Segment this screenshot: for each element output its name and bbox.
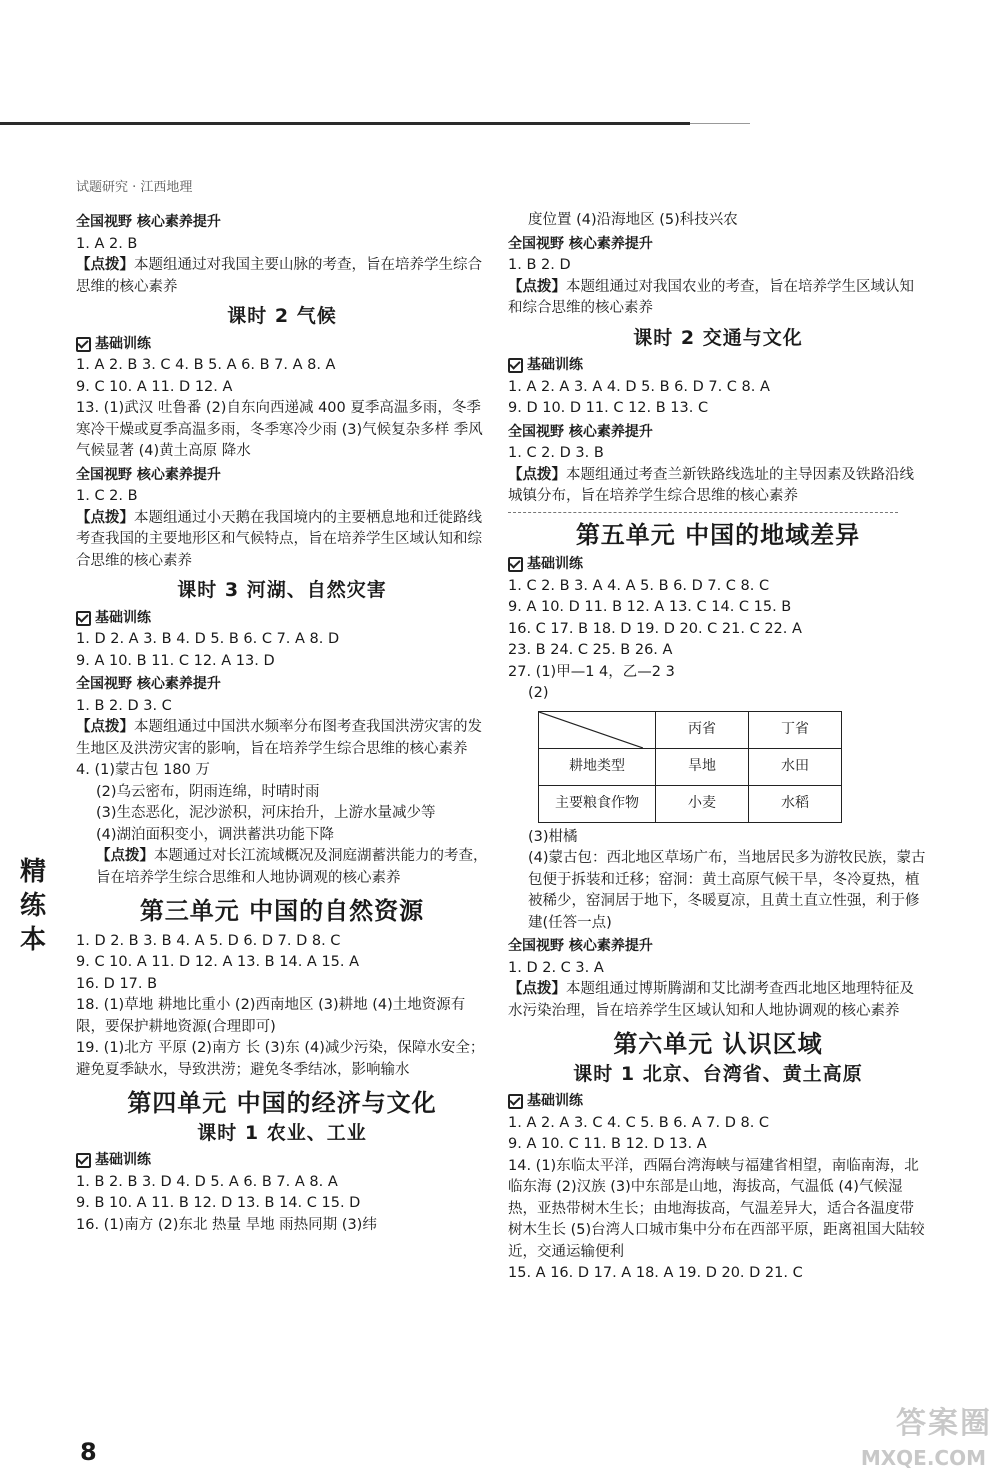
tip-label: 【点拨】: [96, 848, 154, 864]
check-icon: [508, 358, 523, 373]
section-tag: 全国视野 核心素养提升: [508, 938, 653, 954]
diagonal-line-icon: [539, 712, 643, 748]
answer-paragraph: 19. (1)北方 平原 (2)南方 长 (3)东 (4)减少污染，保障水安全；避免夏季缺水，导致洪涝；避免冬季结冰，影响输水: [76, 1040, 485, 1078]
answer-row: 27. (1)甲—1 4，乙—2 3: [508, 663, 675, 680]
side-label-char: 本: [19, 925, 46, 955]
answer-paragraph: 14. (1)东临太平洋，西隔台湾海峡与福建省相望，南临南海，北临东海 (2)汉族 (3)中东部是山地，海拔高，气温低 (4)气候湿热，亚热带树木生长；由地海拔高，气温差异大，适合各温度带树木生长 (5)台湾人口城市集中分布在西部平原，距离祖国大陆较近，交通运输便利: [508, 1157, 925, 1260]
basic-training-tag: [76, 1150, 488, 1172]
answer-row: 1. C 2. D 3. B: [508, 445, 604, 461]
tag-label: 基础训练: [527, 1093, 583, 1109]
answer-line: (3)柑橘: [528, 828, 578, 845]
answer-line: (2)乌云密布，阴雨连绵，时晴时雨: [96, 783, 320, 800]
tip-text: 本题组通过考查兰新铁路线选址的主导因素及铁路沿线城镇分布，旨在培养学生综合思维的核心素养: [508, 466, 914, 504]
diagonal-header-cell: [539, 711, 656, 748]
answer-row: 9. D 10. D 11. C 12. B 13. C: [508, 400, 709, 416]
tip-label: 【点拨】: [76, 509, 134, 526]
side-label: [18, 855, 48, 957]
check-icon: [76, 337, 91, 352]
section-tag: 全国视野 核心素养提升: [76, 466, 221, 483]
answer-line: (2): [528, 685, 549, 701]
answer-paragraph: 18. (1)草地 耕地比重小 (2)西南地区 (3)耕地 (4)土地资源有限，要保护耕地资源(合理即可): [76, 997, 466, 1035]
tip-paragraph: [76, 717, 488, 760]
answer-row: 16. (1)南方 (2)东北 热量 旱地 雨热同期 (3)纬: [76, 1216, 377, 1233]
table-cell: 旱地: [656, 748, 749, 785]
answer-line: 度位置 (4)沿海地区 (5)科技兴农: [528, 212, 738, 228]
table-row: [539, 711, 842, 748]
answer-row: 1. A 2. B: [76, 235, 138, 252]
tip-paragraph: [76, 508, 488, 573]
tip-paragraph: [508, 277, 928, 320]
answer-line: (4)湖泊面积变小，调洪蓄洪功能下降: [96, 826, 335, 843]
answer-row: 1. A 2. A 3. A 4. D 5. B 6. D 7. C 8. A: [508, 378, 770, 395]
unit-title: 第四单元 中国的经济与文化: [127, 1089, 437, 1117]
tag-label: 基础训练: [95, 609, 151, 626]
tag-label: 基础训练: [527, 357, 583, 373]
tip-paragraph: [76, 846, 488, 889]
unit-title: 第五单元 中国的地域差异: [575, 520, 861, 549]
answer-row: 16. D 17. B: [76, 975, 158, 992]
answer-row: 15. A 16. D 17. A 18. A 19. D 20. D 21. C: [508, 1265, 803, 1281]
top-rule: [0, 122, 690, 125]
tip-label: 【点拨】: [508, 466, 566, 483]
check-icon: [508, 557, 523, 572]
tip-text: 本题组通过博斯腾湖和艾比湖考查西北地区地理特征及水污染治理，旨在培养学生区域认知和人地协调观的核心素养: [508, 981, 914, 1019]
tip-label: 【点拨】: [76, 257, 134, 273]
table-row-label: 主要粮食作物: [539, 785, 656, 822]
tip-text: 本题通过对长江流域概况及洞庭湖蓄洪能力的考查，旨在培养学生综合思维和人地协调观的核心素养: [96, 848, 488, 886]
watermark-logo: 答案圈: [896, 1406, 992, 1441]
answer-row: 23. B 24. C 25. B 26. A: [508, 642, 673, 658]
lesson-title: 课时 2 气候: [227, 305, 337, 327]
top-rule-fade: [690, 123, 750, 124]
answer-row: 1. B 2. B 3. D 4. D 5. A 6. B 7. A 8. A: [76, 1173, 338, 1190]
lesson-title: 课时 1 北京、台湾省、黄土高原: [573, 1062, 863, 1085]
tip-text: 本题组通过对我国农业的考查，旨在培养学生区域认知和综合思维的核心素养: [508, 278, 914, 316]
page-number: 8: [80, 1438, 97, 1466]
table-header-cell: 丙省: [656, 711, 749, 748]
answer-row: 1. C 2. B: [76, 488, 138, 504]
answer-row: 9. B 10. A 11. B 12. D 13. B 14. C 15. D: [76, 1195, 361, 1211]
basic-training-tag: [508, 355, 928, 377]
answer-row: 1. D 2. A 3. B 4. D 5. B 6. C 7. A 8. D: [76, 631, 340, 647]
basic-training-tag: [508, 554, 928, 576]
side-label-char: 精: [19, 857, 46, 887]
tag-label: 基础训练: [95, 335, 151, 352]
table-row: [539, 785, 842, 822]
unit-title: 第三单元 中国的自然资源: [139, 897, 425, 925]
answer-paragraph: 13. (1)武汉 吐鲁番 (2)自东向西递减 400 夏季高温多雨，冬季寒冷干燥或夏季高温多雨，冬季寒冷少雨 (3)气候复杂多样 季风气候显著 (4)黄土高原 降水: [76, 400, 483, 459]
tip-text: 本题组通过中国洪水频率分布图考查我国洪涝灾害的发生地区及洪涝灾害的影响，旨在培养学生综合思维的核心素养: [76, 719, 482, 757]
watermark-url: MXQE.COM: [860, 1446, 986, 1470]
table-row-label: 耕地类型: [539, 748, 656, 785]
lesson-title: 课时 2 交通与文化: [633, 326, 803, 349]
left-column: [76, 210, 488, 1236]
check-icon: [508, 1094, 523, 1109]
tag-label: 基础训练: [95, 1152, 151, 1168]
answer-row: 1. B 2. D 3. C: [76, 697, 172, 714]
answer-row: 1. C 2. B 3. A 4. A 5. B 6. D 7. C 8. C: [508, 577, 770, 594]
table-header-cell: 丁省: [749, 711, 842, 748]
tip-paragraph: [508, 979, 928, 1022]
answer-row: 16. C 17. B 18. D 19. D 20. C 21. C 22. A: [508, 620, 802, 637]
table-cell: 水田: [749, 748, 842, 785]
answer-row: 4. (1)蒙古包 180 万: [76, 762, 210, 778]
answer-row: 1. B 2. D: [508, 257, 571, 273]
running-header: 试题研究 · 江西地理: [76, 180, 193, 195]
side-label-char: 练: [19, 891, 46, 921]
table-cell: 水稻: [749, 785, 842, 822]
tip-label: 【点拨】: [76, 719, 134, 735]
tip-label: 【点拨】: [508, 278, 566, 295]
answer-row: 1. A 2. A 3. C 4. C 5. B 6. A 7. D 8. C: [508, 1114, 770, 1131]
answer-row: 9. C 10. A 11. D 12. A 13. B 14. A 15. A: [76, 954, 360, 970]
tag-label: 基础训练: [527, 556, 583, 572]
answer-row: 9. A 10. D 11. B 12. A 13. C 14. C 15. B: [508, 599, 792, 615]
section-tag: 全国视野 核心素养提升: [508, 235, 653, 252]
lesson-title: 课时 3 河湖、自然灾害: [177, 579, 387, 601]
answer-row: 9. A 10. C 11. B 12. D 13. A: [508, 1136, 707, 1152]
answer-line: (3)生态恶化，泥沙淤积，河床抬升，上游水量减少等: [96, 805, 436, 821]
tip-text: 本题组通过对我国主要山脉的考查，旨在培养学生综合思维的核心素养: [76, 257, 482, 295]
answer-row: 9. C 10. A 11. D 12. A: [76, 378, 233, 395]
tip-paragraph: [508, 465, 928, 508]
answer-paragraph: (4)蒙古包：西北地区草场广布，当地居民多为游牧民族，蒙古包便于拆装和迁移；窑洞：黄土高原气候干旱，冬冷夏热，植被稀少，窑洞居于地下，冬暖夏凉，且黄土直立性强，利于修建(任答一点): [528, 850, 926, 931]
answer-row: 1. D 2. C 3. A: [508, 959, 604, 976]
section-tag: 全国视野 核心素养提升: [76, 676, 221, 692]
basic-training-tag: [76, 334, 488, 356]
right-column: [508, 210, 928, 1285]
table-row: [539, 748, 842, 785]
answer-row: 1. A 2. B 3. C 4. B 5. A 6. B 7. A 8. A: [76, 357, 336, 373]
section-tag: 全国视野 核心素养提升: [76, 214, 221, 230]
check-icon: [76, 611, 91, 626]
answer-row: 9. A 10. B 11. C 12. A 13. D: [76, 652, 275, 669]
basic-training-tag: [76, 608, 488, 630]
tip-paragraph: [76, 255, 488, 298]
check-icon: [76, 1153, 91, 1168]
tip-label: 【点拨】: [508, 981, 566, 997]
divider: [508, 512, 898, 513]
lesson-title: 课时 1 农业、工业: [197, 1121, 367, 1144]
comparison-table: [538, 711, 842, 823]
tip-text: 本题组通过小天鹅在我国境内的主要栖息地和迁徙路线考查我国的主要地形区和气候特点，旨在培养学生区域认知和综合思维的核心素养: [76, 509, 482, 569]
section-tag: 全国视野 核心素养提升: [508, 423, 653, 440]
basic-training-tag: [508, 1091, 928, 1113]
unit-title: 第六单元 认识区域: [613, 1030, 823, 1058]
table-cell: 小麦: [656, 785, 749, 822]
answer-row: 1. D 2. B 3. B 4. A 5. D 6. D 7. D 8. C: [76, 932, 341, 949]
